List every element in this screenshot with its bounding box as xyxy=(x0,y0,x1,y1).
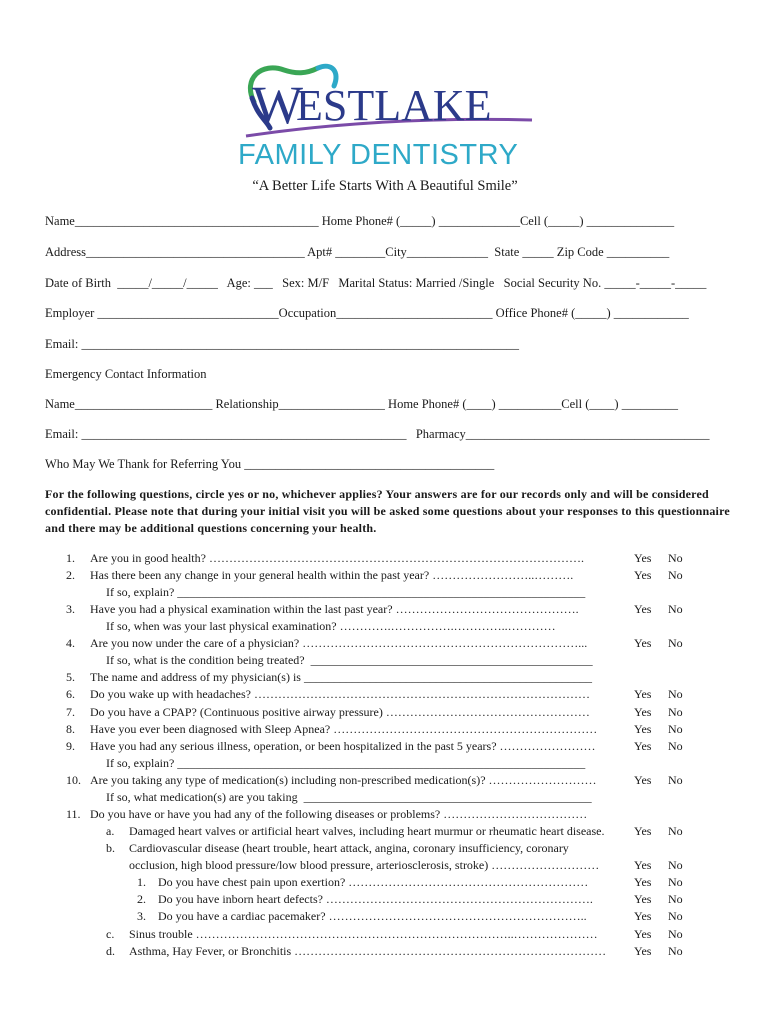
question-text: Are you now under the care of a physician? ……………………………………………………………... xyxy=(90,636,588,650)
question-number: d. xyxy=(106,944,115,958)
logo-estlake: ESTLAKE xyxy=(296,81,492,130)
answer-yes[interactable]: Yes xyxy=(634,858,652,872)
question-number: 5. xyxy=(66,670,75,684)
answer-yes[interactable]: Yes xyxy=(634,602,652,616)
question-text: Are you taking any type of medication(s) including non-prescribed medication(s)? ……………………… xyxy=(90,773,597,787)
answer-no[interactable]: No xyxy=(668,773,683,787)
question-number: 3. xyxy=(137,909,146,923)
question-text: Has there been any change in your general health within the past year? ……………………..………. xyxy=(90,568,574,582)
answer-yes[interactable]: Yes xyxy=(634,773,652,787)
question-number: 6. xyxy=(66,687,75,701)
answer-yes[interactable]: Yes xyxy=(634,927,652,941)
question-text: Do you wake up with headaches? ………………………………………………………………………… xyxy=(90,687,590,701)
address-line[interactable]: Address___________________________________ Apt# ________City_____________ State _____ Zip Code __________ xyxy=(45,245,670,259)
question-number: 8. xyxy=(66,722,75,736)
question-text: Do you have inborn heart defects? …………………………………………………………. xyxy=(158,892,593,906)
emergency-email-line[interactable]: Email: ____________________________________________________ Pharmacy_______________________________________ xyxy=(45,427,710,441)
logo-w: W xyxy=(252,75,303,135)
question-text: Have you had a physical examination within the last past year? ………………………………………. xyxy=(90,602,579,616)
answer-yes[interactable]: Yes xyxy=(634,739,652,753)
logo-family-dentistry: FAMILY DENTISTRY xyxy=(238,139,519,170)
question-number: 3. xyxy=(66,602,75,616)
name-phone-line[interactable]: Name_______________________________________ Home Phone# (_____) _____________Cell (_____) ______________ xyxy=(45,214,675,228)
answer-yes[interactable]: Yes xyxy=(634,636,652,650)
tagline: “A Better Life Starts With A Beautiful Smile” xyxy=(252,178,518,194)
answer-yes[interactable]: Yes xyxy=(634,705,652,719)
tooth-logo-icon xyxy=(232,58,538,170)
practice-logo xyxy=(232,58,538,170)
question-number: c. xyxy=(106,927,115,941)
answer-yes[interactable]: Yes xyxy=(634,892,652,906)
dob-line[interactable]: Date of Birth _____/_____/_____ Age: ___ Sex: M/F Marital Status: Married /Single Social Security No. _____-_____-_____ xyxy=(45,276,707,290)
answer-no[interactable]: No xyxy=(668,927,683,941)
answer-yes[interactable]: Yes xyxy=(634,909,652,923)
question-text: If so, what is the condition being treated? _______________________________________________ xyxy=(106,653,593,667)
question-text: Are you in good health? …………………………………………………………………………………. xyxy=(90,551,584,565)
question-number: 4. xyxy=(66,636,75,650)
question-text: If so, explain? ____________________________________________________________________ xyxy=(106,585,586,599)
answer-no[interactable]: No xyxy=(668,687,683,701)
answer-no[interactable]: No xyxy=(668,739,683,753)
emergency-name-line[interactable]: Name______________________ Relationship_________________ Home Phone# (____) __________Cell (____) _________ xyxy=(45,397,678,411)
referral-line[interactable]: Who May We Thank for Referring You ________________________________________ xyxy=(45,457,495,471)
question-number: 9. xyxy=(66,739,75,753)
answer-no[interactable]: No xyxy=(668,909,683,923)
question-text: Sinus trouble ……………………………………………………………………..………………… xyxy=(129,927,598,941)
employer-line[interactable]: Employer _____________________________Occupation_________________________ Office Phone# (_____) ____________ xyxy=(45,306,689,320)
question-text: If so, what medication(s) are you taking ________________________________________________ xyxy=(106,790,592,804)
question-text: The name and address of my physician(s) is ________________________________________________ xyxy=(90,670,592,684)
answer-yes[interactable]: Yes xyxy=(634,687,652,701)
question-text: If so, when was your last physical examination? ………….…………….…………..………… xyxy=(106,619,556,633)
answer-no[interactable]: No xyxy=(668,858,683,872)
email-line[interactable]: Email: ______________________________________________________________________ xyxy=(45,337,519,351)
question-number: 2. xyxy=(66,568,75,582)
question-number: 11. xyxy=(66,807,81,821)
answer-no[interactable]: No xyxy=(668,602,683,616)
question-text: Do you have or have you had any of the following diseases or problems? ……………………………… xyxy=(90,807,588,821)
question-text: Do you have a cardiac pacemaker? ……………………………………………………….. xyxy=(158,909,587,923)
answer-no[interactable]: No xyxy=(668,944,683,958)
question-text: Have you had any serious illness, operation, or been hospitalized in the past 5 years? …………………… xyxy=(90,739,596,753)
question-text: Cardiovascular disease (heart trouble, heart attack, angina, coronary insufficiency, coronary xyxy=(129,841,569,855)
answer-no[interactable]: No xyxy=(668,892,683,906)
question-text: occlusion, high blood pressure/low blood pressure, arteriosclerosis, stroke) ……………………… xyxy=(129,858,600,872)
answer-no[interactable]: No xyxy=(668,705,683,719)
question-text: Do you have chest pain upon exertion? …………………………………………………… xyxy=(158,875,589,889)
answer-yes[interactable]: Yes xyxy=(634,722,652,736)
answer-yes[interactable]: Yes xyxy=(634,824,652,838)
answer-no[interactable]: No xyxy=(668,551,683,565)
question-text: Asthma, Hay Fever, or Bronchitis …………………………………………………………………… xyxy=(129,944,607,958)
question-number: 10. xyxy=(66,773,81,787)
question-text: Do you have a CPAP? (Continuous positive airway pressure) …………………………………………… xyxy=(90,705,590,719)
question-number: 7. xyxy=(66,705,75,719)
answer-no[interactable]: No xyxy=(668,824,683,838)
question-text: Damaged heart valves or artificial heart valves, including heart murmur or rheumatic heart disease. xyxy=(129,824,605,838)
question-number: 1. xyxy=(66,551,75,565)
instructions: For the following questions, circle yes or no, whichever applies? Your answers are for our records only and will be considered confidential. Please note that during your initial visit you will be asked some questions about your responses to this questionnaire and there may be additional questions concerning your health. xyxy=(45,487,730,535)
answer-no[interactable]: No xyxy=(668,875,683,889)
question-number: b. xyxy=(106,841,115,855)
answer-yes[interactable]: Yes xyxy=(634,568,652,582)
question-number: 2. xyxy=(137,892,146,906)
answer-no[interactable]: No xyxy=(668,636,683,650)
question-number: 1. xyxy=(137,875,146,889)
answer-no[interactable]: No xyxy=(668,568,683,582)
question-number: a. xyxy=(106,824,115,838)
question-text: If so, explain? ____________________________________________________________________ xyxy=(106,756,586,770)
answer-yes[interactable]: Yes xyxy=(634,944,652,958)
answer-no[interactable]: No xyxy=(668,722,683,736)
answer-yes[interactable]: Yes xyxy=(634,875,652,889)
question-text: Have you ever been diagnosed with Sleep Apnea? ………………………………………………………… xyxy=(90,722,598,736)
emergency-heading: Emergency Contact Information xyxy=(45,367,207,381)
answer-yes[interactable]: Yes xyxy=(634,551,652,565)
